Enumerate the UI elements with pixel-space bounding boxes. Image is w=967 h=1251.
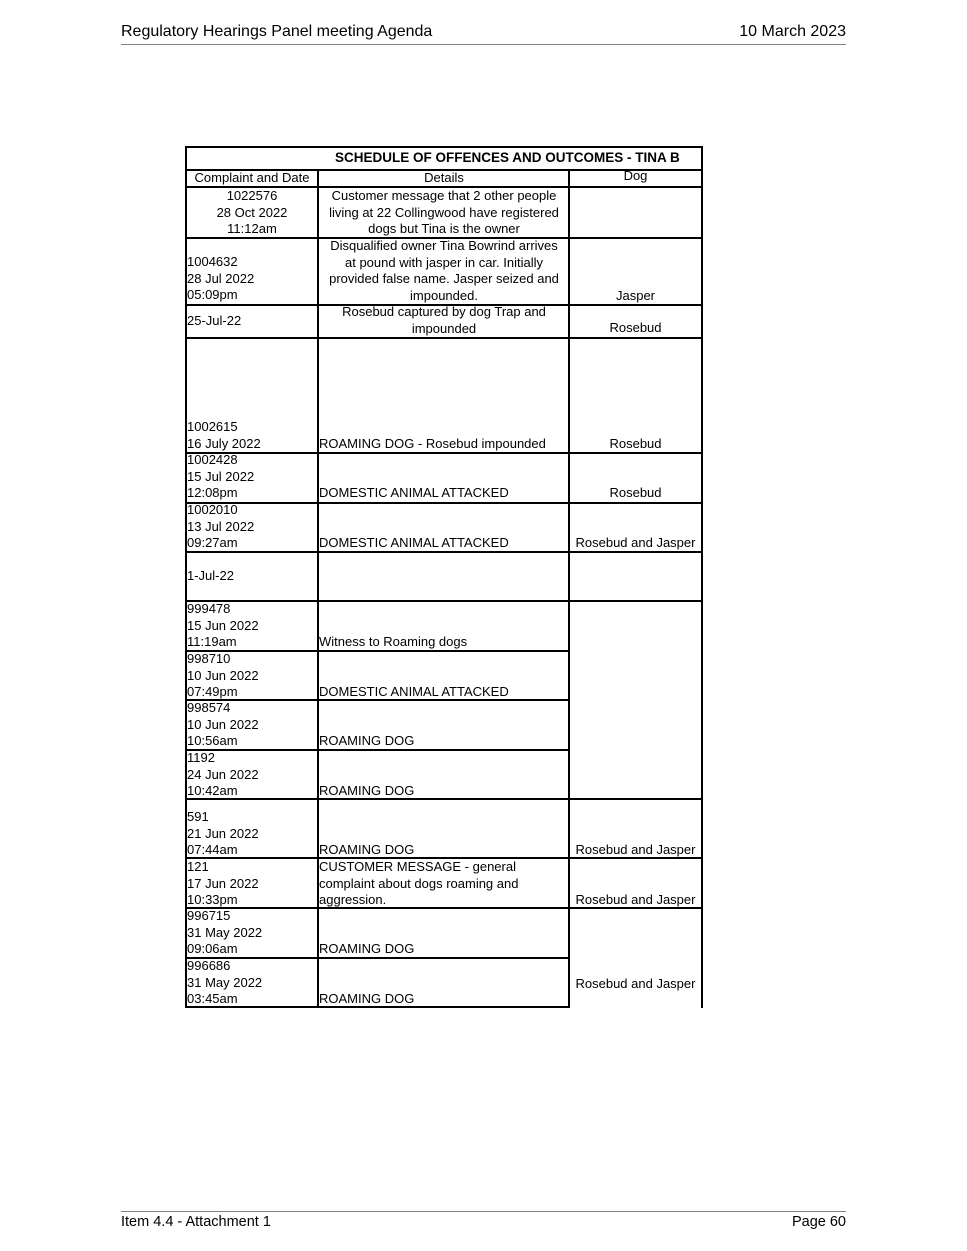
details-cell: DOMESTIC ANIMAL ATTACKED: [319, 535, 509, 550]
header-date: 10 March 2023: [739, 23, 846, 40]
column-header-complaint: Complaint and Date: [194, 170, 310, 185]
rule: [701, 146, 703, 1008]
table-row: 998710 10 Jun 2022 07:49pm: [187, 651, 259, 699]
table-row: 25-Jul-22: [187, 313, 242, 328]
details-cell: ROAMING DOG: [319, 941, 415, 956]
table-row: 121 17 Jun 2022 10:33pm: [187, 859, 259, 907]
page-footer: [121, 1211, 846, 1230]
details-cell: ROAMING DOG: [319, 733, 415, 748]
details-cell: ROAMING DOG: [319, 991, 415, 1006]
page-header: [121, 23, 846, 45]
rule: [185, 146, 703, 148]
table-row: 996715 31 May 2022 09:06am: [187, 908, 263, 956]
dog-cell: Rosebud and Jasper: [575, 842, 696, 857]
table-row: 998574 10 Jun 2022 10:56am: [187, 700, 259, 748]
dog-cell: Rosebud: [609, 320, 662, 335]
footer-item-reference: Item 4.4 - Attachment 1: [121, 1214, 271, 1230]
details-cell: Customer message that 2 other people living at 22 Collingwood have registered dogs but Tina is the owner: [329, 188, 559, 236]
table-row: 1192 24 Jun 2022 10:42am: [187, 750, 259, 798]
table-row: 1004632 28 Jul 2022 05:09pm: [187, 254, 255, 302]
table-row: 999478 15 Jun 2022 11:19am: [187, 601, 259, 649]
dog-cell: Rosebud: [609, 436, 662, 451]
column-header-details: Details: [424, 170, 464, 185]
details-cell: DOMESTIC ANIMAL ATTACKED: [319, 684, 509, 699]
details-cell: ROAMING DOG: [319, 842, 415, 857]
table-row: 1022576 28 Oct 2022 11:12am: [216, 188, 288, 236]
table-row: 1-Jul-22: [187, 568, 234, 583]
schedule-table: [185, 146, 703, 1008]
rule: [185, 337, 703, 339]
dog-cell: Rosebud and Jasper: [575, 892, 696, 907]
details-cell: Disqualified owner Tina Bowrind arrives at pound with jasper in car. Initially provided false name. Jasper seized and impounded.: [329, 238, 559, 303]
header-title: Regulatory Hearings Panel meeting Agenda: [121, 23, 433, 40]
details-cell: ROAMING DOG - Rosebud impounded: [319, 436, 546, 451]
dog-cell: Jasper: [615, 288, 656, 303]
table-row: 1002615 16 July 2022: [187, 419, 261, 451]
table-row: 996686 31 May 2022 03:45am: [187, 958, 263, 1006]
details-cell: Witness to Roaming dogs: [319, 634, 468, 649]
dog-cell: Rosebud and Jasper: [575, 976, 696, 991]
table-row: 591 21 Jun 2022 07:44am: [187, 809, 259, 857]
dog-cell: Rosebud and Jasper: [575, 535, 696, 550]
table-row: 1002428 15 Jul 2022 12:08pm: [187, 452, 255, 500]
details-cell: DOMESTIC ANIMAL ATTACKED: [319, 485, 509, 500]
column-header-dog: Dog: [623, 168, 648, 183]
schedule-title: SCHEDULE OF OFFENCES AND OUTCOMES - TINA B: [335, 150, 680, 165]
table-row: 1002010 13 Jul 2022 09:27am: [187, 502, 255, 550]
details-cell: CUSTOMER MESSAGE - general complaint about dogs roaming and aggression.: [319, 859, 519, 907]
details-cell: Rosebud captured by dog Trap and impounded: [342, 304, 546, 336]
dog-cell: Rosebud: [609, 485, 662, 500]
details-cell: ROAMING DOG: [319, 783, 415, 798]
page-number: Page 60: [791, 1214, 846, 1230]
